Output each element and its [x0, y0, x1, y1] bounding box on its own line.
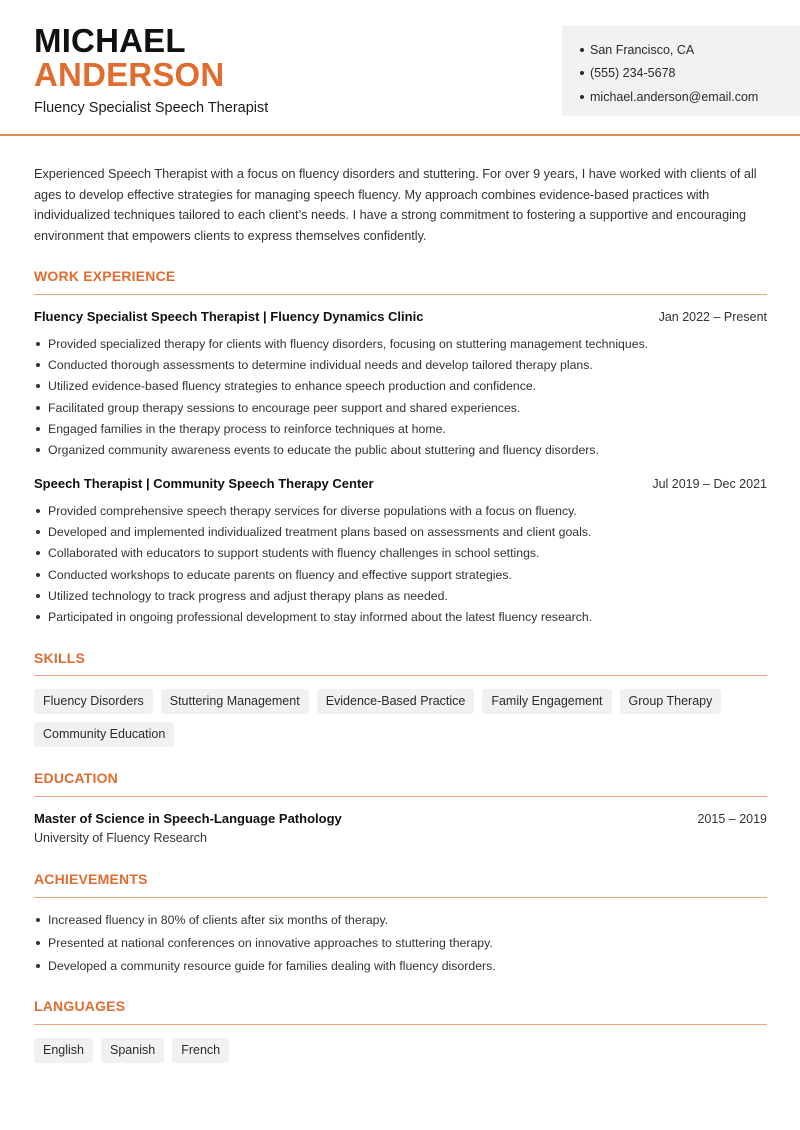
section-divider	[34, 675, 767, 676]
language-tag: English	[34, 1038, 93, 1063]
education-dates: 2015 – 2019	[697, 812, 767, 826]
contact-email[interactable]: michael.anderson@email.com	[580, 85, 800, 109]
skill-tag: Family Engagement	[482, 689, 611, 714]
list-item: Engaged families in the therapy process to reinforce techniques at home.	[34, 418, 767, 439]
skill-tag: Group Therapy	[620, 689, 722, 714]
bullet-icon	[580, 48, 584, 52]
job-dates: Jan 2022 – Present	[658, 310, 767, 324]
section-divider	[34, 1024, 767, 1025]
section-title-work: WORK EXPERIENCE	[34, 268, 176, 284]
list-item: Collaborated with educators to support students with fluency challenges in school settings.	[34, 543, 767, 564]
candidate-name	[34, 24, 224, 92]
skill-tag: Community Education	[34, 722, 174, 747]
list-item: Utilized technology to track progress and adjust therapy plans as needed.	[34, 585, 767, 606]
degree-title: Master of Science in Speech-Language Pathology	[34, 811, 342, 826]
list-item: Conducted workshops to educate parents on fluency and effective support strategies.	[34, 564, 767, 585]
skill-tag: Evidence-Based Practice	[317, 689, 475, 714]
profile-summary: Experienced Speech Therapist with a focus on fluency disorders and stuttering. For over 9 years, I have worked with clients of all ages to develop effective strategies for managing speech fluency. My approach combines evidence-based practices with individualized techniques tailored to each client’s needs. I have a strong commitment to fostering a supportive and encouraging environment that empowers clients to express themselves confidently.	[34, 167, 757, 244]
contact-location: San Francisco, CA	[580, 38, 800, 62]
list-item: Provided comprehensive speech therapy services for diverse populations with a focus on fluency.	[34, 500, 767, 521]
bullet-icon	[36, 551, 40, 555]
bullet-icon	[580, 95, 584, 99]
bullet-icon	[36, 918, 40, 922]
bullet-icon	[36, 342, 40, 346]
list-item: Conducted thorough assessments to determine individual needs and develop tailored therapy plans.	[34, 354, 767, 375]
list-item: Developed a community resource guide for families dealing with fluency disorders.	[34, 954, 767, 977]
list-item: Utilized evidence-based fluency strategies to enhance speech production and confidence.	[34, 376, 767, 397]
bullet-icon	[36, 530, 40, 534]
job-dates: Jul 2019 – Dec 2021	[652, 477, 767, 491]
language-tag: Spanish	[101, 1038, 164, 1063]
language-tag: French	[172, 1038, 229, 1063]
bullet-icon	[36, 615, 40, 619]
job-entry-header	[34, 309, 767, 324]
bullet-icon	[36, 964, 40, 968]
bullet-icon	[580, 71, 584, 75]
education-entry-header	[34, 811, 767, 826]
bullet-icon	[36, 384, 40, 388]
list-item: Increased fluency in 80% of clients after six months of therapy.	[34, 909, 767, 932]
bullet-icon	[36, 363, 40, 367]
skills-list	[34, 689, 767, 747]
bullet-icon	[36, 573, 40, 577]
bullet-icon	[36, 594, 40, 598]
achievements-list	[34, 909, 767, 977]
list-item: Provided specialized therapy for clients with fluency disorders, focusing on stuttering management techniques.	[34, 333, 767, 354]
bullet-icon	[36, 406, 40, 410]
bullet-icon	[36, 941, 40, 945]
bullet-icon	[36, 427, 40, 431]
job-bullets	[34, 500, 767, 628]
contact-box	[562, 26, 800, 116]
list-item: Facilitated group therapy sessions to encourage peer support and shared experiences.	[34, 397, 767, 418]
skill-tag: Fluency Disorders	[34, 689, 153, 714]
job-title-company: Fluency Specialist Speech Therapist | Fluency Dynamics Clinic	[34, 309, 424, 324]
last-name: ANDERSON	[34, 56, 225, 93]
job-entry-header	[34, 476, 767, 491]
skill-tag: Stuttering Management	[161, 689, 309, 714]
list-item: Participated in ongoing professional development to stay informed about the latest fluency research.	[34, 606, 767, 627]
section-title-languages: LANGUAGES	[34, 998, 126, 1014]
bullet-icon	[36, 448, 40, 452]
list-item: Developed and implemented individualized treatment plans based on assessments and client goals.	[34, 521, 767, 542]
job-title: Fluency Specialist Speech Therapist	[34, 100, 269, 116]
job-bullets	[34, 333, 767, 461]
bullet-icon	[36, 509, 40, 513]
section-divider	[34, 897, 767, 898]
job-title-company: Speech Therapist | Community Speech Therapy Center	[34, 476, 374, 491]
first-name: MICHAEL	[34, 22, 186, 59]
section-title-education: EDUCATION	[34, 770, 118, 786]
contact-phone: (555) 234-5678	[580, 62, 800, 86]
section-title-skills: SKILLS	[34, 650, 85, 666]
list-item: Presented at national conferences on innovative approaches to stuttering therapy.	[34, 932, 767, 955]
resume-header	[0, 0, 800, 136]
school-name: University of Fluency Research	[34, 831, 207, 845]
list-item: Organized community awareness events to educate the public about stuttering and fluency disorders.	[34, 439, 767, 460]
languages-list	[34, 1038, 767, 1063]
section-title-achievements: ACHIEVEMENTS	[34, 871, 148, 887]
section-divider	[34, 294, 767, 295]
section-divider	[34, 796, 767, 797]
